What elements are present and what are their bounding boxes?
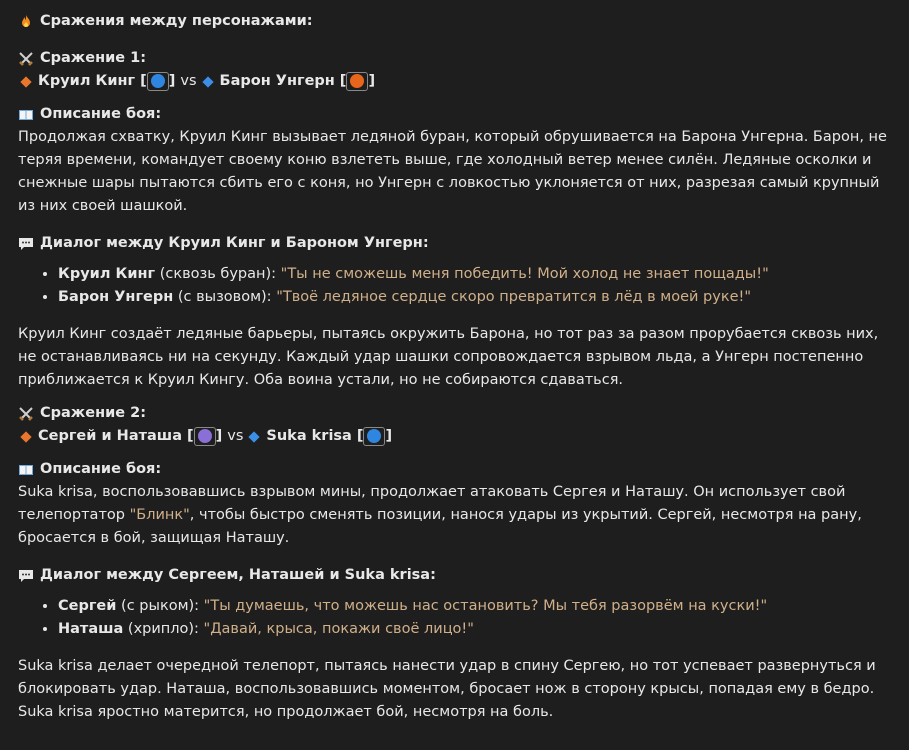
dialog-list [18,263,891,309]
desc-quote: "Блинк" [129,507,190,523]
desc-part: , чтобы быстро сменять позиции, нанося удары из укрытий. Сергей, несмотря на рану, бросается в бой, защищая Наташу. [18,507,862,546]
vs-label: vs [227,428,244,444]
speech-bubble-icon [18,568,34,584]
blue-circle-icon [147,72,169,91]
speaker: Наташа [58,621,124,637]
dialog-heading [18,232,891,255]
vs-label: vs [180,73,197,89]
open-book-icon [18,462,34,478]
battle-matchup: Сергей и Наташа [ ] vs Suka krisa [ ] [18,425,891,448]
blue-circle-icon [363,427,385,446]
section-title-text: Сражения между персонажами: [40,13,313,29]
dialog-heading-text: Диалог между Сергеем, Наташей и Suka krisa: [40,567,436,583]
description-heading [18,103,891,126]
speech-bubble-icon [18,236,34,252]
fighter-b-name: Барон Унгерн [219,73,335,89]
quote: "Ты думаешь, что можешь нас остановить? Мы тебя разорвём на куски!" [203,598,768,614]
battle-description: Продолжая схватку, Круил Кинг вызывает ледяной буран, который обрушивается на Барона Унгерна. Барон, не теряя времени, командует своему коню взлететь выше, где холодный ветер менее силён. Ледяные осколки и снежные шары пытаются сбить его с коня, но Унгерн с ловкостью уклоняется от них, разрезая самый крупный из них своей шашкой. [18,129,887,214]
crossed-swords-icon [18,406,34,422]
description-heading-text: Описание боя: [40,461,162,477]
quote: "Твоё ледяное сердце скоро превратится в лёд в моей руке!" [276,289,751,305]
dialog-list [18,595,891,641]
battle-aftermath: Круил Кинг создаёт ледяные барьеры, пытаясь окружить Барона, но тот раз за разом прорубается сквозь них, не останавливаясь ни на секунду. Каждый удар шашки сопровождается взрывом льда, а Унгерн постепенно приближается к Круил Кингу. Оба воина устали, но не собираются сдаваться. [18,326,879,388]
speaker: Круил Кинг [58,266,156,282]
blue-diamond-icon [202,76,213,87]
speaker: Барон Унгерн [58,289,174,305]
battle-description [18,481,891,550]
orange-diamond-icon [20,76,31,87]
battle-title-text: Сражение 1: [40,50,147,66]
fighter-a-name: Сергей и Наташа [38,428,182,444]
blue-diamond-icon [249,431,260,442]
manner: (с вызовом): [173,289,277,305]
manner: (хрипло): [123,621,204,637]
fighter-b-name: Suka krisa [266,428,352,444]
dialog-line [58,286,891,309]
fighter-a-name: Круил Кинг [38,73,136,89]
battle-matchup: Круил Кинг [ ] vs Барон Унгерн [ ] [18,70,891,93]
battle-aftermath: Suka krisa делает очередной телепорт, пытаясь нанести удар в спину Сергею, но тот успевает развернуться и блокировать удар. Наташа, воспользовавшись моментом, бросает нож в сторону крысы, попадая ему в бедро. Suka krisa яростно матерится, но продолжает бой, несмотря на боль. [18,658,876,720]
battle-title-text: Сражение 2: [40,405,147,421]
dialog-line [58,618,891,641]
orange-diamond-icon [20,431,31,442]
crossed-swords-icon [18,51,34,67]
fire-icon [18,14,34,30]
dialog-heading-text: Диалог между Круил Кинг и Бароном Унгерн: [40,235,429,251]
section-title [18,10,891,33]
manner: (с рыком): [116,598,204,614]
description-heading [18,458,891,481]
speaker: Сергей [58,598,117,614]
manner: (сквозь буран): [155,266,281,282]
orange-circle-icon [346,72,368,91]
dialog-line [58,263,891,286]
purple-circle-icon [194,427,216,446]
quote: "Ты не сможешь меня победить! Мой холод не знает пощады!" [280,266,769,282]
quote: "Давай, крыса, покажи своё лицо!" [203,621,474,637]
dialog-line [58,595,891,618]
description-heading-text: Описание боя: [40,106,162,122]
dialog-heading [18,564,891,587]
desc-part: Suka krisa, воспользовавшись взрывом мины, продолжает атаковать Сергея и Наташу. Он использует свой телепортатор [18,484,846,523]
battle-title [18,402,891,425]
open-book-icon [18,107,34,123]
battle-title [18,47,891,70]
